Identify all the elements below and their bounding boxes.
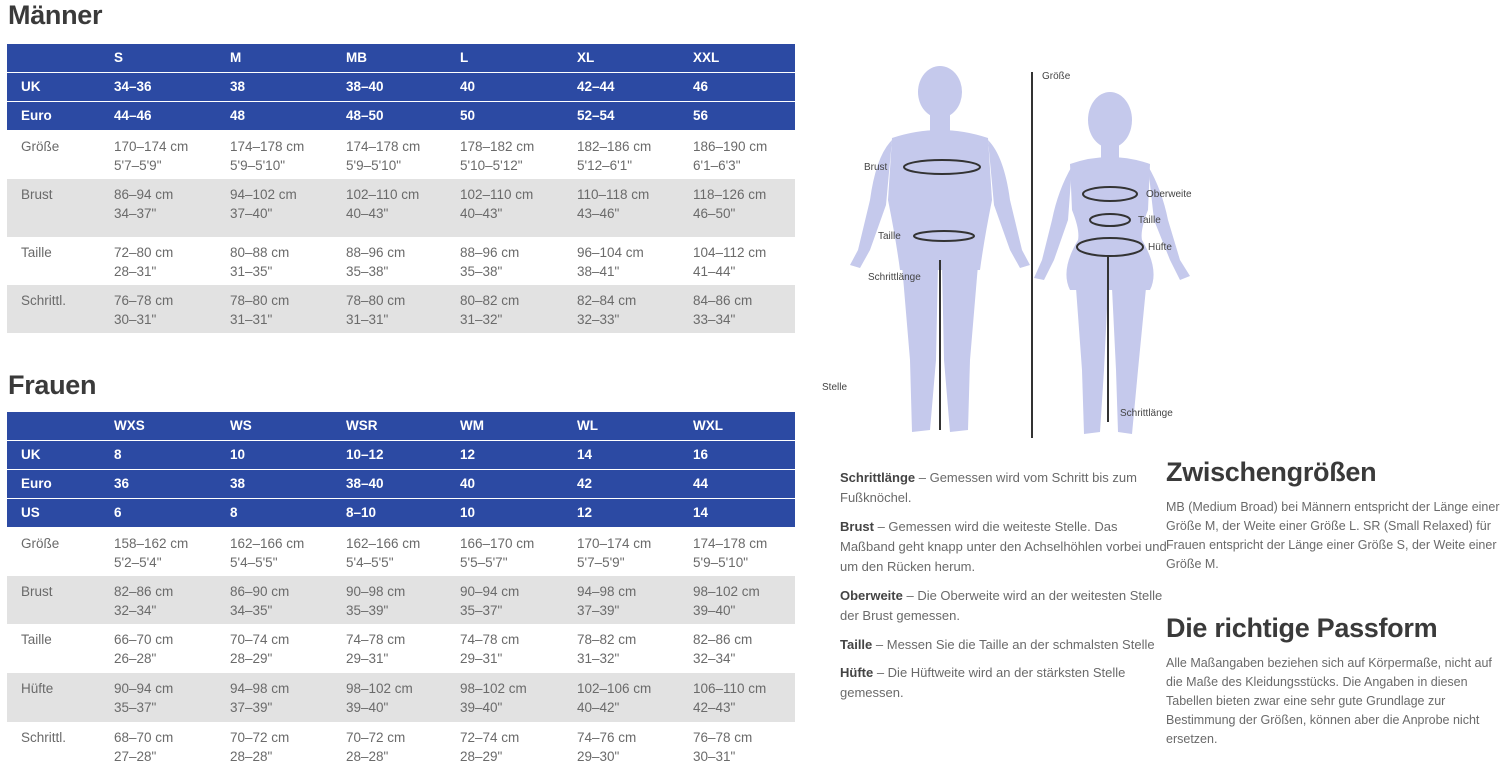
size-value: 12	[460, 447, 476, 463]
desc-schrittlaenge: Schrittlänge – Gemessen wird vom Schritt bis zum Fußknöchel.	[840, 470, 1137, 505]
metric-value: 96–104 cm	[577, 245, 644, 260]
men-title: Männer	[8, 0, 103, 30]
metric-value: 104–112 cm	[693, 245, 767, 260]
measurement-cell	[346, 237, 405, 285]
metric-value: 90–94 cm	[114, 681, 174, 696]
imperial-value: 6'1–6'3"	[693, 158, 741, 173]
measurement-cell	[693, 528, 767, 576]
conversion-row	[7, 441, 795, 470]
measurement-row	[7, 179, 795, 237]
size-code: XXL	[693, 50, 720, 66]
measurement-label: Größe	[21, 536, 60, 551]
measurement-cell	[114, 722, 173, 770]
metric-value: 174–178 cm	[693, 536, 768, 551]
imperial-value: 5'4–5'5"	[346, 555, 394, 570]
measurement-row	[7, 528, 795, 576]
metric-value: 174–178 cm	[346, 139, 421, 154]
metric-value: 86–90 cm	[230, 584, 290, 599]
size-value: 44	[693, 476, 709, 492]
measurement-cell	[114, 624, 173, 673]
metric-value: 74–76 cm	[577, 730, 637, 745]
measurement-label: Schrittl.	[21, 730, 67, 745]
metric-value: 80–88 cm	[230, 245, 290, 260]
measurement-label: Schrittl.	[21, 293, 67, 308]
imperial-value: 38–41"	[577, 264, 620, 279]
zwischengroessen-title: Zwischengrößen	[1166, 457, 1377, 487]
measurement-row	[7, 131, 795, 179]
metric-value: 78–82 cm	[577, 632, 637, 647]
size-value: 6	[114, 505, 122, 521]
size-value: 38–40	[346, 79, 384, 95]
measurement-cell	[230, 576, 289, 624]
measurement-cell	[693, 722, 752, 770]
imperial-value: 5'5–5'7"	[460, 555, 508, 570]
metric-value: 106–110 cm	[693, 681, 767, 696]
measurement-cell	[693, 673, 766, 722]
body-measurement-figure	[820, 60, 1210, 445]
measurement-cell	[577, 237, 644, 285]
metric-value: 170–174 cm	[577, 536, 652, 551]
measurement-cell	[577, 179, 649, 237]
size-value: 56	[693, 108, 709, 124]
measurement-cell	[460, 285, 519, 333]
measurement-cell	[460, 528, 534, 576]
imperial-value: 37–39"	[577, 603, 620, 618]
measurement-cell	[577, 131, 651, 179]
measurement-cell	[346, 285, 405, 333]
metric-value: 78–80 cm	[346, 293, 406, 308]
metric-value: 86–94 cm	[114, 187, 174, 202]
measurement-label: Taille	[21, 245, 52, 260]
imperial-value: 31–31"	[346, 312, 389, 327]
metric-value: 78–80 cm	[230, 293, 290, 308]
size-code: L	[460, 50, 469, 66]
measurement-cell	[693, 237, 766, 285]
measurement-cell	[460, 722, 519, 770]
measurement-cell	[230, 285, 289, 333]
imperial-value: 5'7–5'9"	[577, 555, 625, 570]
metric-value: 162–166 cm	[346, 536, 421, 551]
measurement-cell	[346, 673, 413, 722]
size-value: 10–12	[346, 447, 384, 463]
body-silhouettes	[820, 60, 1210, 445]
measurement-row	[7, 285, 795, 333]
size-value: 10	[230, 447, 246, 463]
size-code: WL	[577, 418, 598, 434]
measurement-cell	[114, 528, 188, 576]
size-value: 34–36	[114, 79, 152, 95]
imperial-value: 41–44"	[693, 264, 736, 279]
passform-text: Alle Maßangaben beziehen sich auf Körpermaße, nicht auf die Maße des Kleidungsstücks. Die Angaben in diesen Tabellen bieten zwar eine sehr gute Grundlage zur Bestimmung der Größen, können aber die Anprobe nicht ersetzen.	[1166, 656, 1492, 746]
desc-oberweite: Oberweite – Die Oberweite wird an der weitesten Stelle der Brust gemessen.	[840, 588, 1163, 623]
measurement-cell	[346, 131, 420, 179]
label-schrittlaenge-left: Schrittlänge	[868, 272, 921, 283]
metric-value: 82–84 cm	[577, 293, 637, 308]
zwischengroessen-text: MB (Medium Broad) bei Männern entspricht der Länge einer Größe M, der Weite einer Größe L. SR (Small Relaxed) für Frauen entspricht der Länge einer Größe S, der Weite einer Größe M.	[1166, 500, 1500, 571]
measurement-cell	[114, 285, 173, 333]
metric-value: 84–86 cm	[693, 293, 753, 308]
imperial-value: 29–30"	[577, 749, 620, 764]
metric-value: 76–78 cm	[693, 730, 753, 745]
label-taille-left: Taille	[878, 231, 901, 242]
measurement-row	[7, 576, 795, 624]
imperial-value: 39–40"	[346, 700, 389, 715]
size-code: WM	[460, 418, 484, 434]
imperial-value: 5'10–5'12"	[460, 158, 523, 173]
metric-value: 88–96 cm	[346, 245, 406, 260]
imperial-value: 31–32"	[460, 312, 503, 327]
imperial-value: 39–40"	[460, 700, 503, 715]
imperial-value: 28–29"	[460, 749, 503, 764]
row-label: UK	[21, 79, 41, 95]
metric-value: 98–102 cm	[693, 584, 760, 599]
measurement-cell	[577, 673, 651, 722]
female-silhouette	[1034, 92, 1190, 434]
size-value: 8	[114, 447, 122, 463]
metric-value: 186–190 cm	[693, 139, 768, 154]
row-label: Euro	[21, 108, 52, 124]
measurement-cell	[346, 722, 405, 770]
imperial-value: 43–46"	[577, 206, 620, 221]
imperial-value: 29–31"	[346, 651, 389, 666]
size-value: 38–40	[346, 476, 384, 492]
imperial-value: 40–43"	[346, 206, 389, 221]
size-value: 8–10	[346, 505, 377, 521]
measurement-row	[7, 624, 795, 673]
metric-value: 110–118 cm	[577, 187, 650, 202]
size-value: 14	[577, 447, 593, 463]
size-value: 12	[577, 505, 593, 521]
size-value: 42–44	[577, 79, 615, 95]
measurement-cell	[460, 237, 519, 285]
metric-value: 94–98 cm	[230, 681, 290, 696]
imperial-value: 5'7–5'9"	[114, 158, 162, 173]
metric-value: 174–178 cm	[230, 139, 305, 154]
measurement-cell	[230, 722, 289, 770]
size-value: 46	[693, 79, 709, 95]
label-taille-right: Taille	[1138, 215, 1161, 226]
size-value: 16	[693, 447, 709, 463]
metric-value: 166–170 cm	[460, 536, 535, 551]
imperial-value: 28–28"	[230, 749, 273, 764]
measurement-cell	[577, 285, 636, 333]
size-code: WS	[230, 418, 252, 434]
metric-value: 82–86 cm	[693, 632, 753, 647]
measurement-cell	[693, 179, 766, 237]
measurement-cell	[346, 624, 405, 673]
measurement-cell	[230, 528, 304, 576]
size-code: WSR	[346, 418, 378, 434]
women-title: Frauen	[8, 370, 97, 400]
imperial-value: 5'2–5'4"	[114, 555, 162, 570]
measurement-cell	[230, 131, 304, 179]
imperial-value: 29–31"	[460, 651, 503, 666]
measurement-cell	[693, 576, 760, 624]
metric-value: 98–102 cm	[460, 681, 527, 696]
size-value: 52–54	[577, 108, 615, 124]
metric-value: 72–74 cm	[460, 730, 520, 745]
size-value: 10	[460, 505, 476, 521]
measurement-cell	[346, 179, 419, 237]
measurement-cell	[460, 179, 533, 237]
measurement-label: Brust	[21, 187, 53, 202]
measurement-cell	[460, 131, 534, 179]
imperial-value: 35–37"	[460, 603, 503, 618]
imperial-value: 5'9–5'10"	[693, 555, 748, 570]
size-value: 14	[693, 505, 709, 521]
imperial-value: 31–31"	[230, 312, 273, 327]
measurement-cell	[114, 131, 188, 179]
imperial-value: 31–32"	[577, 651, 620, 666]
metric-value: 162–166 cm	[230, 536, 305, 551]
size-code: XL	[577, 50, 595, 66]
measurement-cell	[114, 673, 173, 722]
imperial-value: 30–31"	[114, 312, 157, 327]
metric-value: 80–82 cm	[460, 293, 520, 308]
imperial-value: 33–34"	[693, 312, 736, 327]
size-value: 8	[230, 505, 238, 521]
imperial-value: 32–34"	[693, 651, 736, 666]
measurement-cell	[114, 237, 173, 285]
imperial-value: 5'9–5'10"	[230, 158, 285, 173]
imperial-value: 30–31"	[693, 749, 736, 764]
desc-huefte: Hüfte – Die Hüftweite wird an der stärksten Stelle gemessen.	[840, 665, 1126, 700]
metric-value: 66–70 cm	[114, 632, 174, 647]
metric-value: 158–162 cm	[114, 536, 189, 551]
imperial-value: 40–42"	[577, 700, 620, 715]
metric-value: 102–106 cm	[577, 681, 652, 696]
conversion-row	[7, 102, 795, 131]
size-code: S	[114, 50, 124, 66]
imperial-value: 34–35"	[230, 603, 273, 618]
label-groesse: Größe	[1042, 71, 1071, 82]
row-label: US	[21, 505, 40, 521]
imperial-value: 32–34"	[114, 603, 157, 618]
metric-value: 74–78 cm	[460, 632, 520, 647]
desc-brust: Brust – Gemessen wird die weiteste Stelle. Das Maßband geht knapp unter den Achselhöhlen vorbei und um den Rücken herum.	[840, 519, 1167, 574]
passform-title: Die richtige Passform	[1166, 613, 1438, 643]
imperial-value: 5'4–5'5"	[230, 555, 278, 570]
measurement-cell	[346, 528, 420, 576]
imperial-value: 34–37"	[114, 206, 157, 221]
measurement-cell	[577, 528, 651, 576]
imperial-value: 28–28"	[346, 749, 389, 764]
measurement-cell	[577, 624, 636, 673]
imperial-value: 37–40"	[230, 206, 273, 221]
metric-value: 182–186 cm	[577, 139, 652, 154]
imperial-value: 28–31"	[114, 264, 157, 279]
measurement-cell	[346, 576, 405, 624]
size-code: MB	[346, 50, 367, 66]
imperial-value: 26–28"	[114, 651, 157, 666]
metric-value: 68–70 cm	[114, 730, 174, 745]
metric-value: 70–74 cm	[230, 632, 290, 647]
imperial-value: 35–38"	[346, 264, 389, 279]
men-size-table	[7, 44, 795, 333]
metric-value: 74–78 cm	[346, 632, 406, 647]
imperial-value: 5'9–5'10"	[346, 158, 401, 173]
imperial-value: 35–38"	[460, 264, 503, 279]
conversion-row	[7, 470, 795, 499]
conversion-row	[7, 73, 795, 102]
imperial-value: 27–28"	[114, 749, 157, 764]
measurement-cell	[693, 624, 752, 673]
metric-value: 90–98 cm	[346, 584, 406, 599]
desc-taille: Taille – Messen Sie die Taille an der schmalsten Stelle	[840, 637, 1155, 652]
measurement-cell	[460, 576, 519, 624]
imperial-value: 37–39"	[230, 700, 273, 715]
label-stelle: Stelle	[822, 382, 848, 393]
measurement-cell	[693, 285, 752, 333]
metric-value: 90–94 cm	[460, 584, 520, 599]
measurement-cell	[230, 673, 289, 722]
metric-value: 70–72 cm	[230, 730, 290, 745]
measurement-label: Größe	[21, 139, 60, 154]
metric-value: 170–174 cm	[114, 139, 189, 154]
size-value: 38	[230, 79, 246, 95]
metric-value: 102–110 cm	[460, 187, 534, 202]
size-value: 40	[460, 476, 476, 492]
metric-value: 94–102 cm	[230, 187, 297, 202]
measurement-cell	[460, 624, 519, 673]
metric-value: 102–110 cm	[346, 187, 420, 202]
conversion-row	[7, 499, 795, 528]
metric-value: 76–78 cm	[114, 293, 174, 308]
label-huefte: Hüfte	[1148, 242, 1172, 253]
measurement-cell	[230, 624, 289, 673]
measurement-cell	[114, 179, 173, 237]
metric-value: 178–182 cm	[460, 139, 535, 154]
row-label: Euro	[21, 476, 52, 492]
measurement-label: Brust	[21, 584, 53, 599]
size-header-row	[7, 44, 795, 73]
label-brust: Brust	[864, 162, 888, 173]
measurement-cell	[230, 237, 289, 285]
imperial-value: 35–39"	[346, 603, 389, 618]
measurement-label: Hüfte	[21, 681, 54, 696]
metric-value: 70–72 cm	[346, 730, 406, 745]
imperial-value: 32–33"	[577, 312, 620, 327]
measurement-row	[7, 722, 795, 770]
measurement-cell	[114, 576, 173, 624]
label-oberweite: Oberweite	[1146, 189, 1192, 200]
imperial-value: 40–43"	[460, 206, 503, 221]
measurement-cell	[460, 673, 527, 722]
size-value: 48	[230, 108, 246, 124]
metric-value: 118–126 cm	[693, 187, 767, 202]
row-label: UK	[21, 447, 41, 463]
measurement-cell	[230, 179, 297, 237]
size-code: M	[230, 50, 242, 66]
imperial-value: 39–40"	[693, 603, 736, 618]
imperial-value: 42–43"	[693, 700, 736, 715]
imperial-value: 35–37"	[114, 700, 157, 715]
size-value: 36	[114, 476, 130, 492]
size-code: WXL	[693, 418, 723, 434]
size-value: 44–46	[114, 108, 152, 124]
imperial-value: 31–35"	[230, 264, 273, 279]
size-value: 38	[230, 476, 246, 492]
metric-value: 98–102 cm	[346, 681, 413, 696]
metric-value: 88–96 cm	[460, 245, 520, 260]
size-value: 48–50	[346, 108, 384, 124]
metric-value: 94–98 cm	[577, 584, 637, 599]
metric-value: 72–80 cm	[114, 245, 174, 260]
imperial-value: 28–29"	[230, 651, 273, 666]
women-size-table	[7, 412, 795, 770]
size-code: WXS	[114, 418, 145, 434]
metric-value: 82–86 cm	[114, 584, 174, 599]
imperial-value: 46–50"	[693, 206, 736, 221]
measurement-cell	[693, 131, 767, 179]
measurement-cell	[577, 576, 636, 624]
measurement-cell	[577, 722, 636, 770]
size-header-row	[7, 412, 795, 441]
measurement-label: Taille	[21, 632, 52, 647]
label-schrittlaenge-right: Schrittlänge	[1120, 408, 1173, 419]
size-value: 40	[460, 79, 476, 95]
measurement-row	[7, 673, 795, 722]
measurement-row	[7, 237, 795, 285]
size-value: 42	[577, 476, 593, 492]
size-value: 50	[460, 108, 476, 124]
imperial-value: 5'12–6'1"	[577, 158, 632, 173]
